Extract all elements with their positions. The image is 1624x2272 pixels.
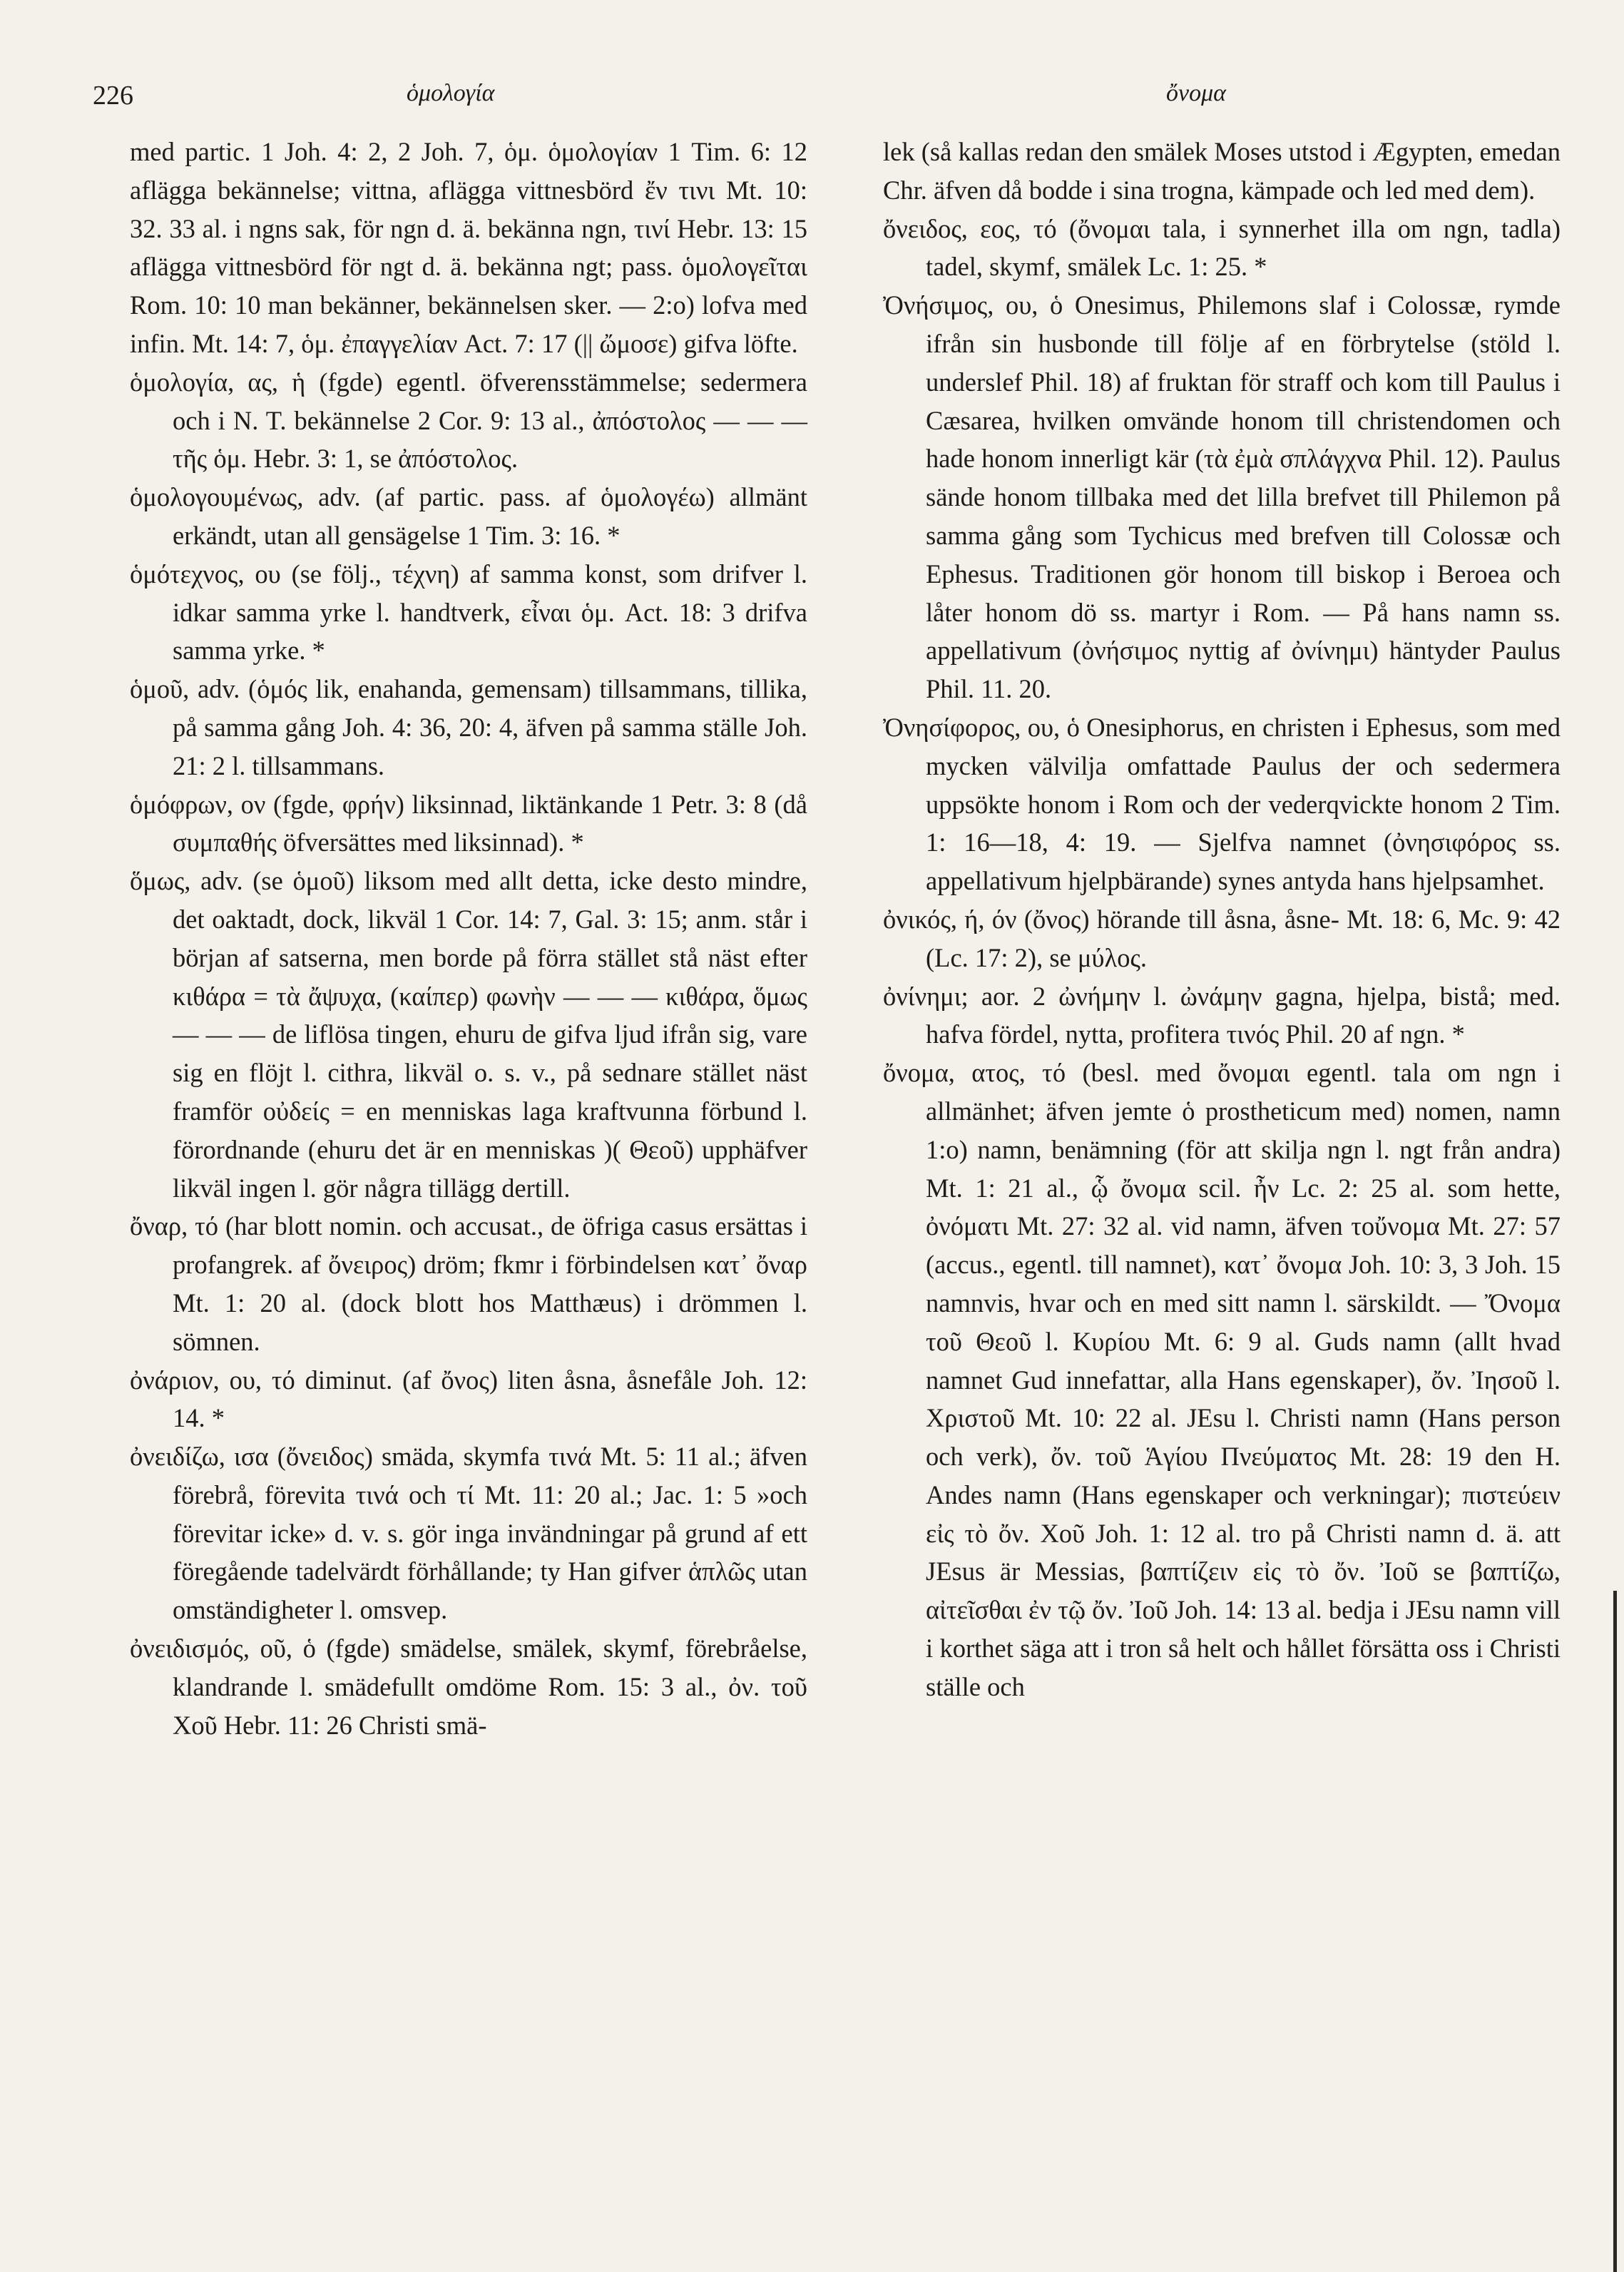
entry-homos: ὅμως, adv. (se ὁμοῦ) liksom med allt detta, icke desto mindre, det oaktadt, dock, likväl 1 Cor. 14: 7, Gal. 3: 15; anm. står i början af satserna, men borde på förra stället stå näst efter κιθάρα = τὰ ἄψυχα, (καίπερ) φωνὴν — — — κιθάρα, ὅμως — — — de liflösa tingen, ehuru de gifva ljud ifrån sig, vare sig en flöjt l. cithra, likväl o. s. v., på sednare stället näst framför οὐδείς = en menniskas laga kraftvunna förbund l. förordnande (ehuru det är en menniskas )( Θεοῦ) upphäfver likväl ingen l. gör några tillägg dertill. [130, 866, 807, 1203]
entry-homologoumenos: ὁμολογουμένως, adv. (af partic. pass. af ὁμολογέω) allmänt erkändt, utan all gensägelse 1 Tim. 3: 16. * [130, 482, 807, 550]
running-head-right: ὄνομα [1166, 80, 1227, 106]
entry-oninemi: ὀνίνημι; aor. 2 ὠνήμην l. ὠνάμην gagna, hjelpa, bistå; med. hafva fördel, nytta, profitera τινός Phil. 20 af ngn. * [883, 981, 1561, 1049]
entry-onesimos: Ὀνήσιμος, ου, ὁ Onesimus, Philemons slaf i Colossæ, rymde ifrån sin husbonde till följe af en förbrytelse (stöld l. underslef Phil. 18) af fruktan för straff och kom till Paulus i Cæsarea, hvilken omvände honom till christendomen och hade honom innerligt kär (τὰ ἐμὰ σπλάγχνα Phil. 12). Paulus sände honom tillbaka med det lilla brefvet till Philemon på samma gång som Tychicus med brefven till Colossæ och Ephesus. Traditionen gör honom till biskop i Beroea och låter honom dö ss. martyr i Rom. — På hans namn ss. appellativum (ὀνήσιμος nyttig af ὀνίνημι) häntyder Paulus Phil. 11. 20. [883, 290, 1561, 704]
right-entry-continuation: lek (så kallas redan den smälek Moses utstod i Ægypten, emedan Chr. äfven då bodde i sina trogna, kämpade och led med dem). [883, 137, 1561, 205]
page-header [93, 80, 1252, 123]
left-entry-continuation: med partic. 1 Joh. 4: 2, 2 Joh. 7, ὁμ. ὁμολογίαν 1 Tim. 6: 12 aflägga bekännelse; vittna, aflägga vittnesbörd ἔν τινι Mt. 10: 32. 33 al. i ngns sak, för ngn d. ä. bekänna ngn, τινί Hebr. 13: 15 aflägga vittnesbörd för ngt d. ä. bekänna ngt; pass. ὁμολογεῖται Rom. 10: 10 man bekänner, bekännelsen sker. — 2:o) lofva med infin. Mt. 14: 7, ὁμ. ἐπαγγελίαν Act. 7: 17 (|| ὤμοσε) gifva löfte. [130, 137, 807, 358]
left-column [130, 133, 807, 1744]
entry-homotechnos: ὁμότεχνος, ου (se följ., τέχνη) af samma konst, som drifver l. idkar samma yrke l. handtverk, εἶναι ὁμ. Act. 18: 3 drifva samma yrke. * [130, 559, 807, 666]
entry-onesiphoros: Ὀνησίφορος, ου, ὁ Onesiphorus, en christen i Ephesus, som med mycken välvilja omfattade Paulus der och sedermera uppsökte honom i Rom och der vederqvickte honom 2 Tim. 1: 16—18, 4: 19. — Sjelfva namnet (ὀνησιφόρος ss. appellativum hjelpbärande) synes antyda hans hjelpsamhet. [883, 712, 1561, 896]
entry-homologia: ὁμολογία, ας, ἡ (fgde) egentl. öfverensstämmelse; sedermera och i N. T. bekännelse 2 Cor. 9: 13 al., ἀπόστολος — — — τῆς ὁμ. Hebr. 3: 1, se ἀπόστολος. [130, 367, 807, 474]
entry-onikos: ὀνικός, ή, όν (ὄνος) hörande till åsna, åsne- Mt. 18: 6, Mc. 9: 42 (Lc. 17: 2), se μύλος. [883, 904, 1561, 972]
entry-homou: ὁμοῦ, adv. (ὁμός lik, enahanda, gemensam) tillsammans, tillika, på samma gång Joh. 4: 36, 20: 4, äfven på samma ställe Joh. 21: 2 l. tillsammans. [130, 674, 807, 780]
right-column [883, 133, 1561, 1706]
entry-onar: ὄναρ, τό (har blott nomin. och accusat., de öfriga casus ersättas i profangrek. af ὄνειρος) dröm; fkmr i förbindelsen κατ᾽ ὄναρ Mt. 1: 20 al. (dock blott hos Matthæus) i drömmen l. sömnen. [130, 1211, 807, 1356]
entry-oneidos: ὄνειδος, εος, τό (ὄνομαι tala, i synnerhet illa om ngn, tadla) tadel, skymf, smälek Lc. 1: 25. * [883, 213, 1561, 282]
entry-oneidizo: ὀνειδίζω, ισα (ὄνειδος) smäda, skymfa τινά Mt. 5: 11 al.; äfven förebrå, förevita τινά och τί Mt. 11: 20 al.; Jac. 1: 5 »och förevitar icke» d. v. s. gör inga invändningar på grund af ett föregående tadelvärdt förhållande; ty Han gifver ἁπλῶς utan omständigheter l. omsvep. [130, 1442, 807, 1625]
page-number: 226 [93, 81, 133, 111]
entry-onoma: ὄνομα, ατος, τό (besl. med ὄνομαι egentl. tala om ngn i allmänhet; äfven jemte ὁ prostheticum med) nomen, namn 1:o) namn, benämning (för att skilja ngn l. ngt från andra) Mt. 1: 21 al., ᾧ ὄνομα scil. ἦν Lc. 2: 25 al. som hette, ὀνόματι Mt. 27: 32 al. vid namn, äfven τοὔνομα Mt. 27: 57 (accus., egentl. till namnet), κατ᾽ ὄνομα Joh. 10: 3, 3 Joh. 15 namnvis, hvar och en med sitt namn l. särskildt. — Ὄνομα τοῦ Θεοῦ l. Κυρίου Mt. 6: 9 al. Guds namn (allt hvad namnet Gud innefattar, alla Hans egenskaper), ὄν. Ἰησοῦ l. Χριστοῦ Mt. 10: 22 al. JEsu l. Christi namn (Hans person och verk), ὄν. τοῦ Ἁγίου Πνεύματος Mt. 28: 19 den H. Andes namn (Hans egenskaper och verkningar); πιστεύειν εἰς τὸ ὄν. Χοῦ Joh. 1: 12 al. tro på Christi namn d. ä. att JEsus är Messias, βαπτίζειν εἰς τὸ ὄν. Ἰοῦ se βαπτίζω, αἰτεῖσθαι ἐν τῷ ὄν. Ἰοῦ Joh. 14: 13 al. bedja i JEsu namn vill i korthet säga att i tron så helt och hållet försätta oss i Christi ställe och [883, 1058, 1561, 1701]
running-head-left: ὁμολογία [407, 80, 495, 106]
entry-homophron: ὁμόφρων, ον (fgde, φρήν) liksinnad, liktänkande 1 Petr. 3: 8 (då συμπαθής öfversättes med liksinnad). * [130, 789, 807, 857]
entry-oneidismos: ὀνειδισμός, οῦ, ὁ (fgde) smädelse, smälek, skymf, förebråelse, klandrande l. smädefullt omdöme Rom. 15: 3 al., ὀν. τοῦ Χοῦ Hebr. 11: 26 Christi smä- [130, 1634, 807, 1740]
page-edge-shadow [1613, 1591, 1617, 2272]
entry-onarion: ὀνάριον, ου, τό diminut. (af ὄνος) liten åsna, åsnefåle Joh. 12: 14. * [130, 1365, 807, 1433]
